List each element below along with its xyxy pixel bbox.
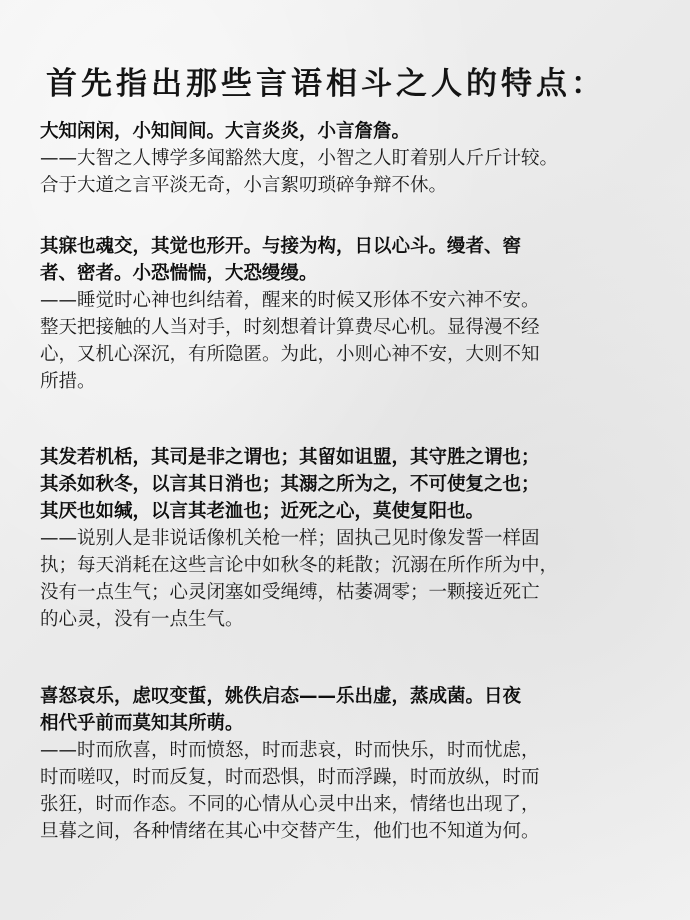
passage-section-4 [40, 683, 680, 845]
translation-line: ——睡觉时心神也纠结着，醒来的时候又形体不安六神不安。 [40, 290, 540, 311]
translation-line: 合于大道之言平淡无奇，小言絮叨琐碎争辩不休。 [40, 175, 448, 196]
translation-line: 张狂，时而作态。不同的心情从心灵中出来，情绪也出现了， [40, 794, 540, 815]
classical-text-line: 其发若机栝，其司是非之谓也；其留如诅盟，其守胜之谓也； [40, 447, 540, 468]
translation-line: ——大智之人博学多闻豁然大度，小智之人盯着别人斤斤计较。 [40, 148, 559, 169]
translation-line: 的心灵，没有一点生气。 [40, 609, 244, 630]
translation-line: 时而嗟叹，时而反复，时而恐惧，时而浮躁，时而放纵，时而 [40, 767, 540, 788]
passage-section-1 [40, 118, 680, 199]
passage-section-2 [40, 233, 680, 395]
translation-line: ——说别人是非说话像机关枪一样；固执己见时像发誓一样固 [40, 528, 540, 549]
translation-line: 所措。 [40, 371, 96, 392]
classical-text-line: 其杀如秋冬，以言其日消也；其溺之所为之，不可使复之也； [40, 474, 540, 495]
translation-line: 旦暮之间，各种情绪在其心中交替产生，他们也不知道为何。 [40, 821, 540, 842]
classical-text-line: 大知闲闲，小知间间。大言炎炎，小言詹詹。 [40, 121, 411, 142]
classical-text-line: 喜怒哀乐，虑叹变蜇，姚佚启态——乐出虚，蒸成菌。日夜 [40, 686, 522, 707]
classical-text-line: 相代乎前而莫知其所萌。 [40, 713, 244, 734]
translation-line: 心，又机心深沉，有所隐匿。为此，小则心神不安，大则不知 [40, 344, 540, 365]
translation-line: 没有一点生气；心灵闭塞如受绳缚，枯萎凋零；一颗接近死亡 [40, 582, 540, 603]
passage-section-3 [40, 444, 680, 633]
translation-line: 整天把接触的人当对手，时刻想着计算费尽心机。显得漫不经 [40, 317, 540, 338]
classical-text-line: 其厌也如缄，以言其老洫也；近死之心，莫使复阳也。 [40, 501, 485, 522]
classical-text-line: 其寐也魂交，其觉也形开。与接为构，日以心斗。缦者、窖 [40, 236, 522, 257]
classical-text-line: 者、密者。小恐惴惴，大恐缦缦。 [40, 263, 318, 284]
page-title: 首先指出那些言语相斗之人的特点： [46, 66, 606, 102]
translation-line: 执；每天消耗在这些言论中如秋冬的耗散；沉溺在所作所为中， [40, 555, 559, 576]
translation-line: ——时而欣喜，时而愤怒，时而悲哀，时而快乐，时而忧虑， [40, 740, 540, 761]
